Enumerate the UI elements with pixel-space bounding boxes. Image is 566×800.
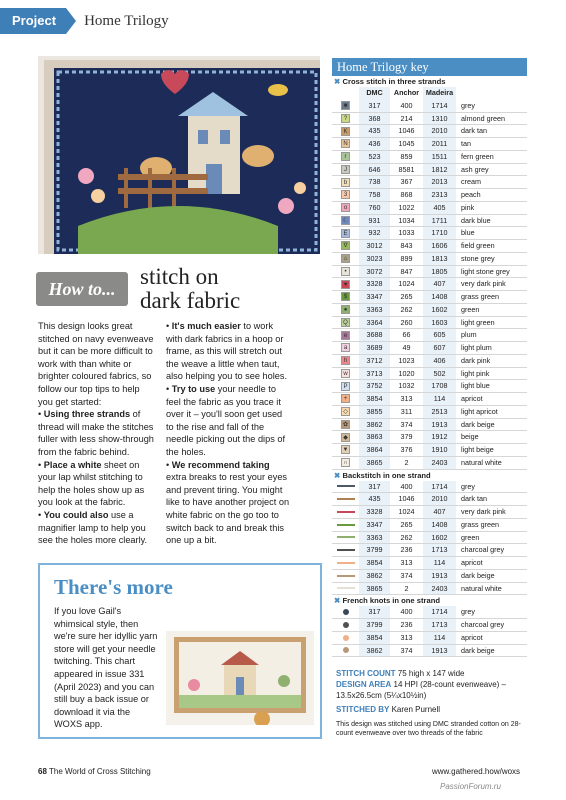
- symbol-swatch: Q: [341, 318, 350, 327]
- tip-item: • Using three strands of thread will make the stitches fuller with less show-through from the fabric behind.: [38, 409, 154, 457]
- symbol-swatch: ♥: [341, 280, 350, 289]
- tip-item: • You could also use a magnifier lamp to help you see the holes more clearly.: [38, 509, 148, 546]
- symbol-swatch: 3: [341, 190, 350, 199]
- key-row: 3854 313 114 apricot: [332, 632, 527, 645]
- symbol-swatch: ☾: [342, 217, 349, 224]
- key-row: 317 400 1714 grey: [332, 481, 527, 494]
- tip-item: • We recommend taking extra breaks to rest your eyes and prevent tiring. You might like to have another project on white fabric on the go too to switch back to and break this one up a bit.: [166, 459, 290, 546]
- key-row: ● 3363 262 1602 green: [332, 304, 527, 317]
- symbol-swatch: r: [341, 152, 350, 161]
- french-knot-dot: [343, 609, 349, 615]
- key-row: h 3712 1023 406 dark pink: [332, 355, 527, 368]
- key-row: 435 1046 2010 dark tan: [332, 493, 527, 506]
- symbol-swatch: ∩: [341, 458, 350, 467]
- key-row: ⌂ 3023 899 1813 stone grey: [332, 253, 527, 266]
- symbol-swatch: $: [341, 292, 350, 301]
- page-header: [0, 8, 169, 34]
- theres-more-text: If you love Gail's whimsical style, then we're sure her idyllic yarn store will get your needle twitching. This chart appeared in issue 331 (April 2023) and you can still buy a back issue or download it via the WOXS app.: [54, 606, 158, 730]
- how-to-column-right: [166, 320, 290, 547]
- key-row: a 3689 49 607 light plum: [332, 342, 527, 355]
- symbol-swatch: ●: [341, 305, 350, 314]
- stitched-sampler-photo: [38, 56, 320, 254]
- french-knot-dot: [343, 622, 349, 628]
- key-row: 317 400 1714 grey: [332, 606, 527, 619]
- yarn-store-photo: [166, 631, 314, 725]
- key-row: r 523 859 1511 fern green: [332, 151, 527, 164]
- key-row: ✿ 3862 374 1913 dark beige: [332, 419, 527, 432]
- key-row: 3799 236 1713 charcoal grey: [332, 544, 527, 557]
- key-title: Home Trilogy key: [332, 58, 527, 76]
- symbol-swatch: •: [341, 267, 350, 276]
- key-row: 3347 265 1408 grass green: [332, 519, 527, 532]
- stitching-note: This design was stitched using DMC stranded cotton on 28-count evenweave over two threads of the fabric: [336, 721, 521, 737]
- symbol-swatch: b: [341, 178, 350, 187]
- backstitch-line: [337, 485, 355, 487]
- backstitch-line: [337, 524, 355, 526]
- symbol-swatch: ▼: [342, 447, 349, 454]
- key-row: ∩ 3865 2 2403 natural white: [332, 457, 527, 470]
- backstitch-line: [337, 587, 355, 589]
- key-row: 3854 313 114 apricot: [332, 557, 527, 570]
- backstitch-line: [337, 549, 355, 551]
- french-knot-dot: [343, 647, 349, 653]
- symbol-swatch: h: [341, 356, 350, 365]
- how-to-badge: How to...: [36, 272, 128, 306]
- backstitch-heading: ✖ Backstitch in one strand: [334, 470, 431, 480]
- key-row: ■ 317 400 1714 grey: [332, 100, 527, 113]
- symbol-swatch: o: [341, 203, 350, 212]
- key-row: Q 3364 260 1603 light green: [332, 317, 527, 330]
- key-column-headers: DMC Anchor Madeira: [332, 87, 527, 100]
- footer-left: 68 The World of Cross Stitching: [38, 767, 151, 776]
- key-row: J 646 8581 1812 ash grey: [332, 164, 527, 177]
- key-row: K 435 1046 2010 dark tan: [332, 125, 527, 138]
- key-row: ▼ 3864 376 1910 light beige: [332, 444, 527, 457]
- watermark: PassionForum.ru: [440, 782, 501, 791]
- how-to-title: stitch on dark fabric: [140, 264, 241, 313]
- symbol-swatch: E: [341, 229, 350, 238]
- page-title: Home Trilogy: [84, 12, 169, 29]
- stitched-by: STITCHED BY Karen Purnell: [336, 705, 441, 714]
- key-row: + 3854 313 114 apricot: [332, 393, 527, 406]
- key-row: 3865 2 2403 natural white: [332, 583, 527, 596]
- stitch-count: STITCH COUNT 75 high x 147 wide: [336, 669, 465, 678]
- key-row: $ 3347 265 1408 grass green: [332, 291, 527, 304]
- backstitch-line: [337, 575, 355, 577]
- section-tab: Project: [0, 8, 66, 34]
- key-row: o 760 1022 405 pink: [332, 202, 527, 215]
- tip-item: • Place a white sheet on your lap whilst stitching to help the holes show up as you look at the fabric.: [38, 459, 145, 508]
- key-row: b 738 367 2013 cream: [332, 176, 527, 189]
- theres-more-title: There's more: [54, 575, 173, 599]
- symbol-swatch: a: [341, 343, 350, 352]
- symbol-swatch: ◆: [341, 433, 350, 442]
- theres-more-box: [38, 563, 322, 739]
- backstitch-line: [337, 536, 355, 538]
- symbol-swatch: ⌂: [341, 254, 350, 263]
- symbol-swatch: +: [341, 394, 350, 403]
- footer-url[interactable]: www.gathered.how/woxs: [432, 767, 521, 776]
- key-row: ☾ 931 1034 1711 dark blue: [332, 215, 527, 228]
- key-row: 3799 236 1713 charcoal grey: [332, 619, 527, 632]
- key-row: 3862 374 1913 dark beige: [332, 645, 527, 658]
- key-row: ◆ 3863 379 1912 beige: [332, 431, 527, 444]
- intro-text: This design looks great stitched on navy evenweave but it can be more difficult to work with than white or brighter coloured fabrics, so follow our top tips to help you get started:: [38, 321, 154, 407]
- french-knot-dot: [343, 635, 349, 641]
- key-row: ∇ 3012 843 1606 field green: [332, 240, 527, 253]
- key-row: E 932 1033 1710 blue: [332, 227, 527, 240]
- key-row: 3363 262 1602 green: [332, 532, 527, 545]
- design-area: DESIGN AREA 14 HPI (28-count evenweave) – 13.5x26.5cm (5¼x10½in): [336, 680, 506, 700]
- key-row: N 436 1045 2011 tan: [332, 138, 527, 151]
- key-row: ? 368 214 1310 almond green: [332, 113, 527, 126]
- symbol-swatch: ∇: [341, 241, 350, 250]
- how-to-column-left: [38, 320, 156, 547]
- key-row: 3328 1024 407 very dark pink: [332, 506, 527, 519]
- key-row: 3862 374 1913 dark beige: [332, 570, 527, 583]
- symbol-swatch: ■: [341, 101, 350, 110]
- symbol-swatch: N: [341, 139, 350, 148]
- stitch-key: [332, 58, 527, 657]
- symbol-swatch: P: [341, 382, 350, 391]
- symbol-swatch: w: [341, 369, 350, 378]
- symbol-swatch: ✿: [342, 421, 349, 428]
- tip-item: • It's much easier to work with dark fabrics in a hoop or frame, as this will stretch out the weave a little when taut, also helping you to see holes.: [166, 321, 288, 382]
- backstitch-line: [337, 562, 355, 564]
- key-row: ♥ 3328 1024 407 very dark pink: [332, 278, 527, 291]
- symbol-swatch: e: [341, 331, 350, 340]
- tip-item: • Try to use your needle to feel the fabric as you trace it over it – you'll soon get used to the rise and fall of the needle picking out the dips of the holes.: [166, 383, 286, 457]
- key-row: w 3713 1020 502 light pink: [332, 368, 527, 381]
- backstitch-line: [337, 498, 355, 500]
- symbol-swatch: J: [341, 165, 350, 174]
- cross-stitch-heading: ✖ Cross stitch in three strands: [334, 77, 446, 86]
- project-notes: [336, 668, 526, 738]
- key-row: 3 758 868 2313 peach: [332, 189, 527, 202]
- symbol-swatch: ◇: [341, 407, 350, 416]
- backstitch-line: [337, 511, 355, 513]
- symbol-swatch: ?: [341, 114, 350, 123]
- symbol-swatch: K: [341, 127, 350, 136]
- key-row: P 3752 1032 1708 light blue: [332, 380, 527, 393]
- key-row: ◇ 3855 311 2513 light apricot: [332, 406, 527, 419]
- french-knots-heading: ✖ French knots in one strand: [334, 596, 440, 606]
- key-row: e 3688 66 605 plum: [332, 329, 527, 342]
- key-row: • 3072 847 1805 light stone grey: [332, 266, 527, 279]
